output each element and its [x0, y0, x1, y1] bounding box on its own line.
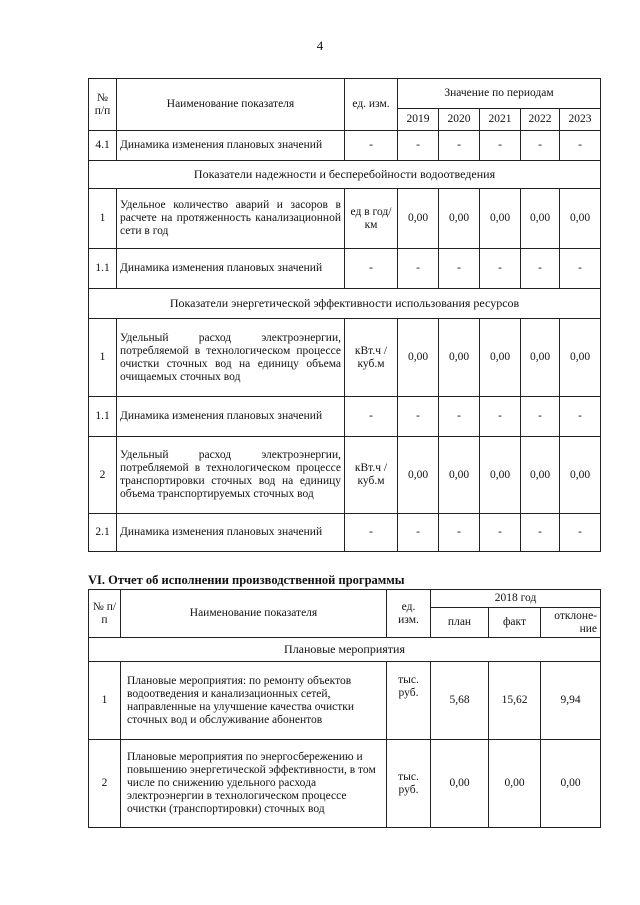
row-fact: 0,00: [489, 740, 541, 828]
row-name: Плановые мероприятия: по ремонту объектов водоотведения и канализационных сетей, направленные на улучшение качества очистки сточных вод и обслуживание абонентов: [121, 662, 387, 740]
row-value: -: [439, 131, 480, 161]
section-row: [89, 638, 601, 662]
row-value: 0,00: [521, 189, 560, 249]
row-num: 1.1: [89, 249, 117, 289]
row-value: -: [521, 131, 560, 161]
header-year: 2019: [398, 109, 439, 131]
table-row: [89, 131, 601, 161]
row-value: 0,00: [439, 437, 480, 514]
row-value: -: [521, 397, 560, 437]
row-fact: 15,62: [489, 662, 541, 740]
row-num: 2.1: [89, 514, 117, 552]
section-row: [89, 161, 601, 189]
row-unit: -: [345, 131, 398, 161]
header-year: 2022: [521, 109, 560, 131]
table-row: [89, 189, 601, 249]
row-value: -: [480, 131, 521, 161]
row-value: -: [439, 249, 480, 289]
header-name: Наименование показателя: [121, 590, 387, 638]
row-value: -: [398, 131, 439, 161]
table-row: [89, 740, 601, 828]
row-value: -: [439, 397, 480, 437]
row-num: 4.1: [89, 131, 117, 161]
header-fact: факт: [489, 608, 541, 638]
row-value: 0,00: [398, 319, 439, 397]
row-num: 1: [89, 662, 121, 740]
row-value: -: [560, 131, 601, 161]
row-deviation: 0,00: [541, 740, 601, 828]
header-year: 2020: [439, 109, 480, 131]
row-value: -: [398, 397, 439, 437]
row-deviation: 9,94: [541, 662, 601, 740]
header-year: 2018 год: [431, 590, 601, 608]
row-num: 1: [89, 189, 117, 249]
indicators-table: [88, 78, 601, 552]
row-name: Удельный расход электроэнергии, потребляемой в технологическом процессе очистки сточных вод на единицу объема очищаемых сточных вод: [117, 319, 345, 397]
row-name: Динамика изменения плановых значений: [117, 397, 345, 437]
header-num: № п/п: [89, 79, 117, 131]
row-num: 1: [89, 319, 117, 397]
table-row: [89, 514, 601, 552]
row-num: 2: [89, 740, 121, 828]
header-deviation: отклоне-ние: [541, 608, 601, 638]
header-unit: ед. изм.: [387, 590, 431, 638]
row-name: Динамика изменения плановых значений: [117, 249, 345, 289]
row-value: -: [560, 397, 601, 437]
row-value: 0,00: [560, 437, 601, 514]
row-value: -: [521, 249, 560, 289]
row-value: 0,00: [560, 319, 601, 397]
row-value: -: [480, 514, 521, 552]
row-plan: 5,68: [431, 662, 489, 740]
row-unit: кВт.ч / куб.м: [345, 437, 398, 514]
row-unit: тыс. руб.: [387, 662, 431, 740]
header-unit: ед. изм.: [345, 79, 398, 131]
row-unit: -: [345, 397, 398, 437]
row-name: Динамика изменения плановых значений: [117, 514, 345, 552]
row-value: -: [480, 397, 521, 437]
row-value: -: [521, 514, 560, 552]
row-unit: -: [345, 514, 398, 552]
row-num: 1.1: [89, 397, 117, 437]
row-value: 0,00: [521, 319, 560, 397]
table-header-row: [89, 79, 601, 109]
table-header-row: [89, 590, 601, 608]
row-num: 2: [89, 437, 117, 514]
header-num: № п/п: [89, 590, 121, 638]
row-plan: 0,00: [431, 740, 489, 828]
row-name: Удельный расход электроэнергии, потребляемой в технологическом процессе транспортировки сточных вод на единицу объема транспортируемых сточных вод: [117, 437, 345, 514]
row-value: -: [480, 249, 521, 289]
section-title-planned: Плановые мероприятия: [89, 638, 601, 662]
row-value: 0,00: [480, 437, 521, 514]
section-heading-vi: VI. Отчет об исполнении производственной программы: [88, 573, 405, 587]
table-row: [89, 662, 601, 740]
section-row: [89, 289, 601, 319]
row-value: 0,00: [439, 189, 480, 249]
header-year: 2023: [560, 109, 601, 131]
row-unit: тыс. руб.: [387, 740, 431, 828]
section-title-reliability: Показатели надежности и бесперебойности водоотведения: [89, 161, 601, 189]
header-periods: Значение по периодам: [398, 79, 601, 109]
row-value: -: [398, 249, 439, 289]
table-row: [89, 249, 601, 289]
table-row: [89, 397, 601, 437]
page-number: 4: [316, 38, 324, 53]
row-unit: ед в год/ км: [345, 189, 398, 249]
row-unit: -: [345, 249, 398, 289]
row-value: 0,00: [439, 319, 480, 397]
row-name: Плановые мероприятия по энергосбережению и повышению энергетической эффективности, в том числе по снижению удельного расхода электроэнергии в технологическом процессе очистки (транспортировки) сточных вод: [121, 740, 387, 828]
row-value: 0,00: [398, 437, 439, 514]
header-year: 2021: [480, 109, 521, 131]
row-value: 0,00: [398, 189, 439, 249]
row-value: -: [560, 249, 601, 289]
header-plan: план: [431, 608, 489, 638]
row-value: -: [398, 514, 439, 552]
row-value: -: [560, 514, 601, 552]
row-name: Удельное количество аварий и засоров в расчете на протяженность канализационной сети в год: [117, 189, 345, 249]
row-value: 0,00: [560, 189, 601, 249]
production-program-report-table: [88, 589, 601, 828]
header-name: Наименование показателя: [117, 79, 345, 131]
row-value: 0,00: [521, 437, 560, 514]
row-value: -: [439, 514, 480, 552]
row-unit: кВт.ч / куб.м: [345, 319, 398, 397]
section-title-energy: Показатели энергетической эффективности использования ресурсов: [89, 289, 601, 319]
row-name: Динамика изменения плановых значений: [117, 131, 345, 161]
table-row: [89, 319, 601, 397]
row-value: 0,00: [480, 319, 521, 397]
table-row: [89, 437, 601, 514]
row-value: 0,00: [480, 189, 521, 249]
